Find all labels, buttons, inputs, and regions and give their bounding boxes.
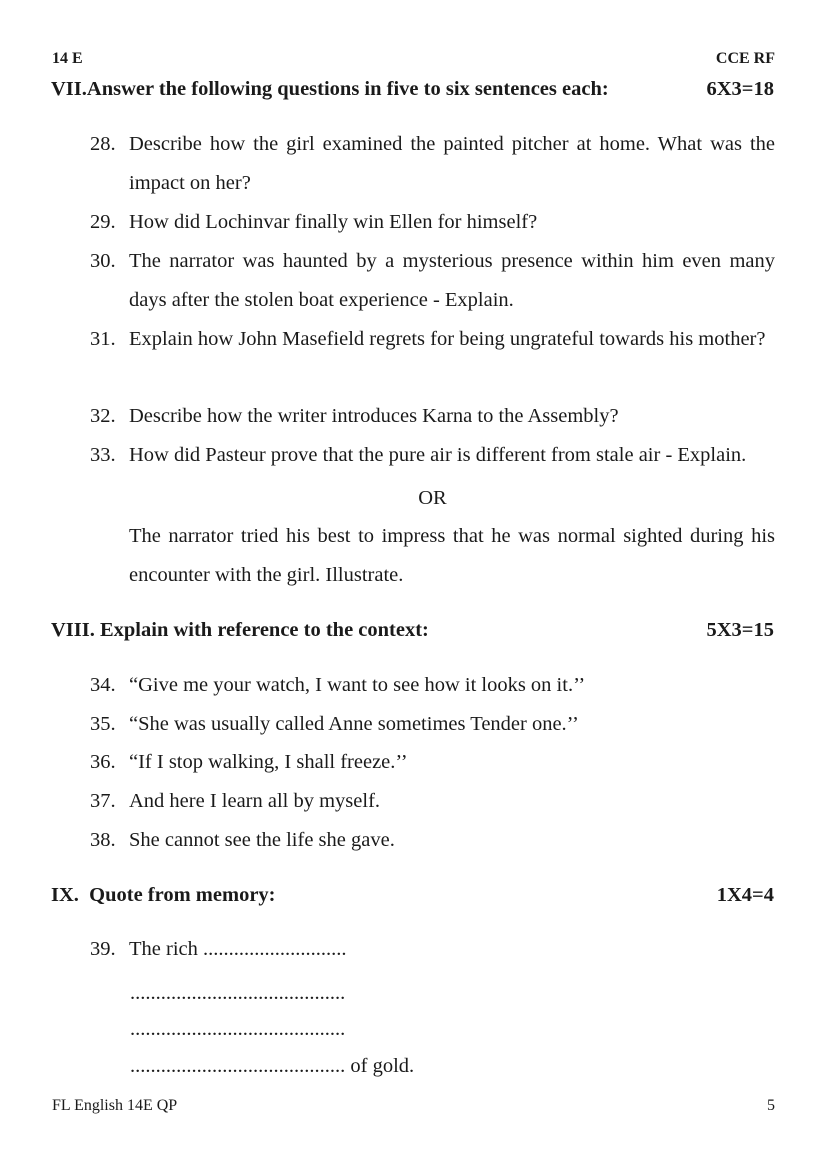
question-number: 28. bbox=[90, 133, 116, 155]
question-number: 33. bbox=[90, 444, 116, 466]
quote-line-1: The rich ............................ bbox=[129, 938, 347, 960]
question-text: Explain how John Masefield regrets for being ungrateful towards his mother? bbox=[129, 328, 766, 350]
question-31 bbox=[90, 320, 775, 359]
question-text: “Give me your watch, I want to see how it looks on it.’’ bbox=[129, 674, 586, 696]
section-viii-heading bbox=[51, 619, 774, 642]
section-vii-heading bbox=[51, 78, 774, 101]
footer-paper-code: FL English 14E QP bbox=[52, 1097, 178, 1114]
question-number: 30. bbox=[90, 250, 116, 272]
section-vii-title: VII.Answer the following questions in five to six sentences each: bbox=[51, 78, 609, 100]
or-separator: OR bbox=[418, 487, 447, 509]
question-33 bbox=[90, 436, 775, 475]
question-number: 36. bbox=[90, 751, 116, 773]
question-29 bbox=[90, 203, 775, 242]
question-text: And here I learn all by myself. bbox=[129, 790, 381, 812]
quote-line-2: .......................................... bbox=[130, 982, 346, 1004]
section-viii-title: VIII. Explain with reference to the context: bbox=[51, 619, 429, 641]
question-37 bbox=[90, 782, 775, 821]
question-32 bbox=[90, 397, 775, 436]
section-vii-marks: 6X3=18 bbox=[706, 78, 774, 100]
question-33-alternative bbox=[90, 517, 775, 595]
question-28 bbox=[90, 125, 775, 203]
quote-line-4: .......................................... of gold. bbox=[130, 1055, 415, 1077]
question-30 bbox=[90, 242, 775, 320]
question-36 bbox=[90, 743, 775, 782]
question-text: How did Pasteur prove that the pure air is different from stale air - Explain. bbox=[129, 444, 747, 466]
question-text: She cannot see the life she gave. bbox=[129, 829, 395, 851]
section-ix-heading bbox=[51, 884, 774, 907]
question-number: 37. bbox=[90, 790, 116, 812]
section-ix-marks: 1X4=4 bbox=[716, 884, 774, 906]
header-code-right: CCE RF bbox=[715, 50, 775, 67]
question-text: How did Lochinvar finally win Ellen for himself? bbox=[129, 211, 538, 233]
question-text: Describe how the writer introduces Karna to the Assembly? bbox=[129, 405, 619, 427]
question-number: 38. bbox=[90, 829, 116, 851]
question-text: “If I stop walking, I shall freeze.’’ bbox=[129, 751, 408, 773]
question-number: 29. bbox=[90, 211, 116, 233]
question-number: 35. bbox=[90, 713, 116, 735]
question-text: “She was usually called Anne sometimes Tender one.’’ bbox=[129, 713, 579, 735]
section-ix-title: IX. Quote from memory: bbox=[51, 884, 276, 906]
question-number: 32. bbox=[90, 405, 116, 427]
question-35 bbox=[90, 705, 775, 744]
question-text: The narrator tried his best to impress that he was normal sighted during his encounter with the girl. Illustrate. bbox=[129, 525, 775, 586]
question-text: Describe how the girl examined the painted pitcher at home. What was the impact on her? bbox=[129, 133, 775, 194]
question-39 bbox=[90, 930, 775, 969]
section-viii-marks: 5X3=15 bbox=[706, 619, 774, 641]
question-38 bbox=[90, 821, 775, 860]
question-number: 31. bbox=[90, 328, 116, 350]
question-text: The narrator was haunted by a mysterious presence within him even many days after the stolen boat experience - Explain. bbox=[129, 250, 775, 311]
header-code-left: 14 E bbox=[52, 50, 83, 67]
question-number: 34. bbox=[90, 674, 116, 696]
question-34 bbox=[90, 666, 775, 705]
quote-line-3: .......................................... bbox=[130, 1018, 346, 1040]
question-number: 39. bbox=[90, 938, 116, 960]
page-number: 5 bbox=[767, 1097, 775, 1114]
